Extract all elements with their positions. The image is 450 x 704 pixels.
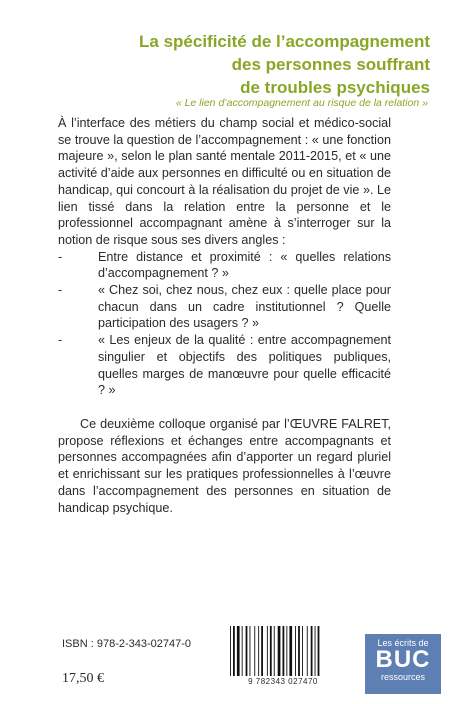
logo-line-1: Les écrits de xyxy=(377,638,429,648)
barcode-number: 9 782343 027470 xyxy=(248,677,318,686)
list-item xyxy=(58,332,391,399)
subtitle: « Le lien d’accompagnement au risque de la relation » xyxy=(175,97,428,109)
barcode-bar xyxy=(246,626,248,676)
barcode-bar xyxy=(298,626,300,676)
barcode-bar xyxy=(258,626,259,676)
barcode-bar xyxy=(274,626,275,676)
barcode-bar xyxy=(242,626,243,676)
list-item-text: « Les enjeux de la qualité : entre accompagnement singulier et objectifs des politiques publiques, quelles marges de manœuvre pour quelle efficacité ? » xyxy=(98,333,391,398)
barcode-bar xyxy=(295,626,296,676)
description xyxy=(58,115,391,399)
intro-paragraph: À l’interface des métiers du champ social et médico-social se trouve la question de l’accompagnement : « une fonction majeure », selon le plan santé mentale 2011-2015, et « une activité d’aide aux personnes en difficulté ou en situation de handicap, qui concourt à la réalisation du projet de vie ». Le lien tissé dans la relation entre la personne et le professionnel accompagnant amène à s’interroger sur la notion de risque sous ses divers angles : xyxy=(58,116,391,247)
list-item-text: « Chez soi, chez nous, chez eux : quelle place pour chacun dans un cadre institutionnel ? Quelle participation des usagers ? » xyxy=(98,283,391,331)
list-item-text: Entre distance et proximité : « quelles relations d’accompagnement ? » xyxy=(98,249,391,281)
isbn: ISBN : 978-2-343-02747-0 xyxy=(62,638,192,650)
barcode-bar xyxy=(318,626,320,676)
barcode xyxy=(228,626,338,676)
list-dash: - xyxy=(58,283,63,298)
barcode-bar xyxy=(286,626,287,676)
paragraph-text: Ce deuxième colloque organisé par l’ŒUVRE FALRET, propose réflexions et échanges entre accompagnants et personnes accompagnées afin d’apporter un regard pluriel et enrichissant sur les pratiques professionnelles à l’œuvre dans l’accompagnement des personnes en situation de handicap psychique. xyxy=(58,417,391,515)
barcode-bar xyxy=(302,626,303,676)
book-title xyxy=(20,30,430,99)
barcode-bar xyxy=(278,626,281,676)
logo-line-2: BUC xyxy=(375,646,431,673)
list-item xyxy=(58,249,391,282)
title-line-3: de troubles psychiques xyxy=(240,78,430,97)
barcode-bar xyxy=(270,626,272,676)
barcode-bar xyxy=(237,626,240,676)
list-dash: - xyxy=(58,333,63,348)
barcode-bar xyxy=(311,626,313,676)
barcode-bar xyxy=(230,626,231,676)
publisher-logo xyxy=(365,634,441,694)
barcode-bar xyxy=(307,626,308,676)
barcode-bar xyxy=(289,626,292,676)
barcode-bar xyxy=(261,626,263,676)
title-line-2: des personnes souffrant xyxy=(231,55,430,74)
barcode-bar xyxy=(283,626,285,676)
list-dash: - xyxy=(58,249,63,264)
second-paragraph xyxy=(58,416,391,516)
barcode-bar xyxy=(233,626,235,676)
logo-line-3: ressources xyxy=(380,672,425,682)
barcode-bar xyxy=(250,626,251,676)
price: 17,50 € xyxy=(62,671,104,686)
barcode-bar xyxy=(267,626,268,676)
title-line-1: La spécificité de l’accompagnement xyxy=(139,32,430,51)
barcode-bar xyxy=(315,626,316,676)
barcode-bar xyxy=(254,626,255,676)
list-item xyxy=(58,282,391,332)
